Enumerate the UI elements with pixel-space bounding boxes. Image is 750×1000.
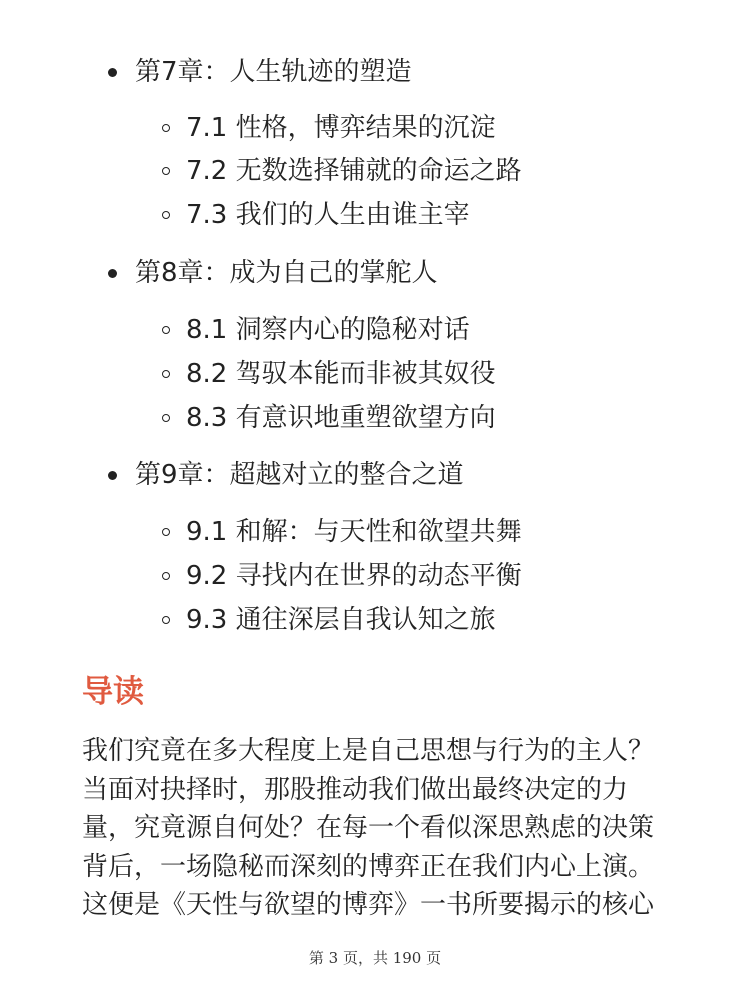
section-title: 8.2 驾驭本能而非被其奴役 (186, 359, 496, 389)
bullet-disc-icon (108, 471, 117, 480)
section-7-3-item[interactable] (162, 195, 470, 235)
bullet-disc-icon (108, 269, 117, 278)
chapter-title: 第7章：人生轨迹的塑造 (135, 57, 412, 87)
section-9-1-item[interactable] (162, 512, 522, 552)
chapter-8-item[interactable] (108, 253, 438, 293)
bullet-circle-icon (162, 167, 170, 175)
intro-paragraph (82, 732, 682, 925)
section-7-1-item[interactable] (162, 108, 496, 148)
intro-heading: 导读 (82, 674, 144, 710)
chapter-7-item[interactable] (108, 52, 412, 92)
bullet-circle-icon (162, 211, 170, 219)
chapter-9-item[interactable] (108, 455, 464, 495)
bullet-circle-icon (162, 528, 170, 536)
bullet-circle-icon (162, 326, 170, 334)
page-number-footer: 第 3 页，共 190 页 (308, 949, 442, 967)
paragraph-line: 背后，一场隐秘而深刻的博弈正在我们内心上演。 (82, 851, 655, 882)
section-9-2-item[interactable] (162, 556, 522, 596)
section-title: 7.3 我们的人生由谁主宰 (186, 200, 470, 230)
chapter-title: 第8章：成为自己的掌舵人 (135, 258, 438, 288)
section-title: 9.1 和解：与天性和欲望共舞 (186, 517, 522, 547)
bullet-circle-icon (162, 370, 170, 378)
paragraph-line: 我们究竟在多大程度上是自己思想与行为的主人？ (82, 736, 655, 766)
section-8-3-item[interactable] (162, 398, 496, 438)
section-title: 7.1 性格，博弈结果的沉淀 (186, 113, 496, 143)
bullet-disc-icon (108, 68, 117, 77)
bullet-circle-icon (162, 616, 170, 624)
section-7-2-item[interactable] (162, 151, 522, 191)
paragraph-line: 当面对抉择时，那股推动我们做出最终决定的力 (82, 774, 629, 805)
section-8-2-item[interactable] (162, 354, 496, 394)
paragraph-line: 量，究竟源自何处？在每一个看似深思熟虑的决策 (82, 813, 655, 843)
section-9-3-item[interactable] (162, 600, 496, 640)
section-title: 9.3 通往深层自我认知之旅 (186, 605, 496, 635)
section-title: 8.3 有意识地重塑欲望方向 (186, 403, 496, 433)
section-title: 8.1 洞察内心的隐秘对话 (186, 315, 470, 345)
bullet-circle-icon (162, 572, 170, 580)
section-title: 7.2 无数选择铺就的命运之路 (186, 156, 522, 186)
bullet-circle-icon (162, 124, 170, 132)
chapter-title: 第9章：超越对立的整合之道 (135, 460, 464, 490)
bullet-circle-icon (162, 414, 170, 422)
paragraph-line: 这便是《天性与欲望的博弈》一书所要揭示的核心 (82, 890, 655, 920)
section-title: 9.2 寻找内在世界的动态平衡 (186, 561, 522, 591)
section-8-1-item[interactable] (162, 310, 470, 350)
